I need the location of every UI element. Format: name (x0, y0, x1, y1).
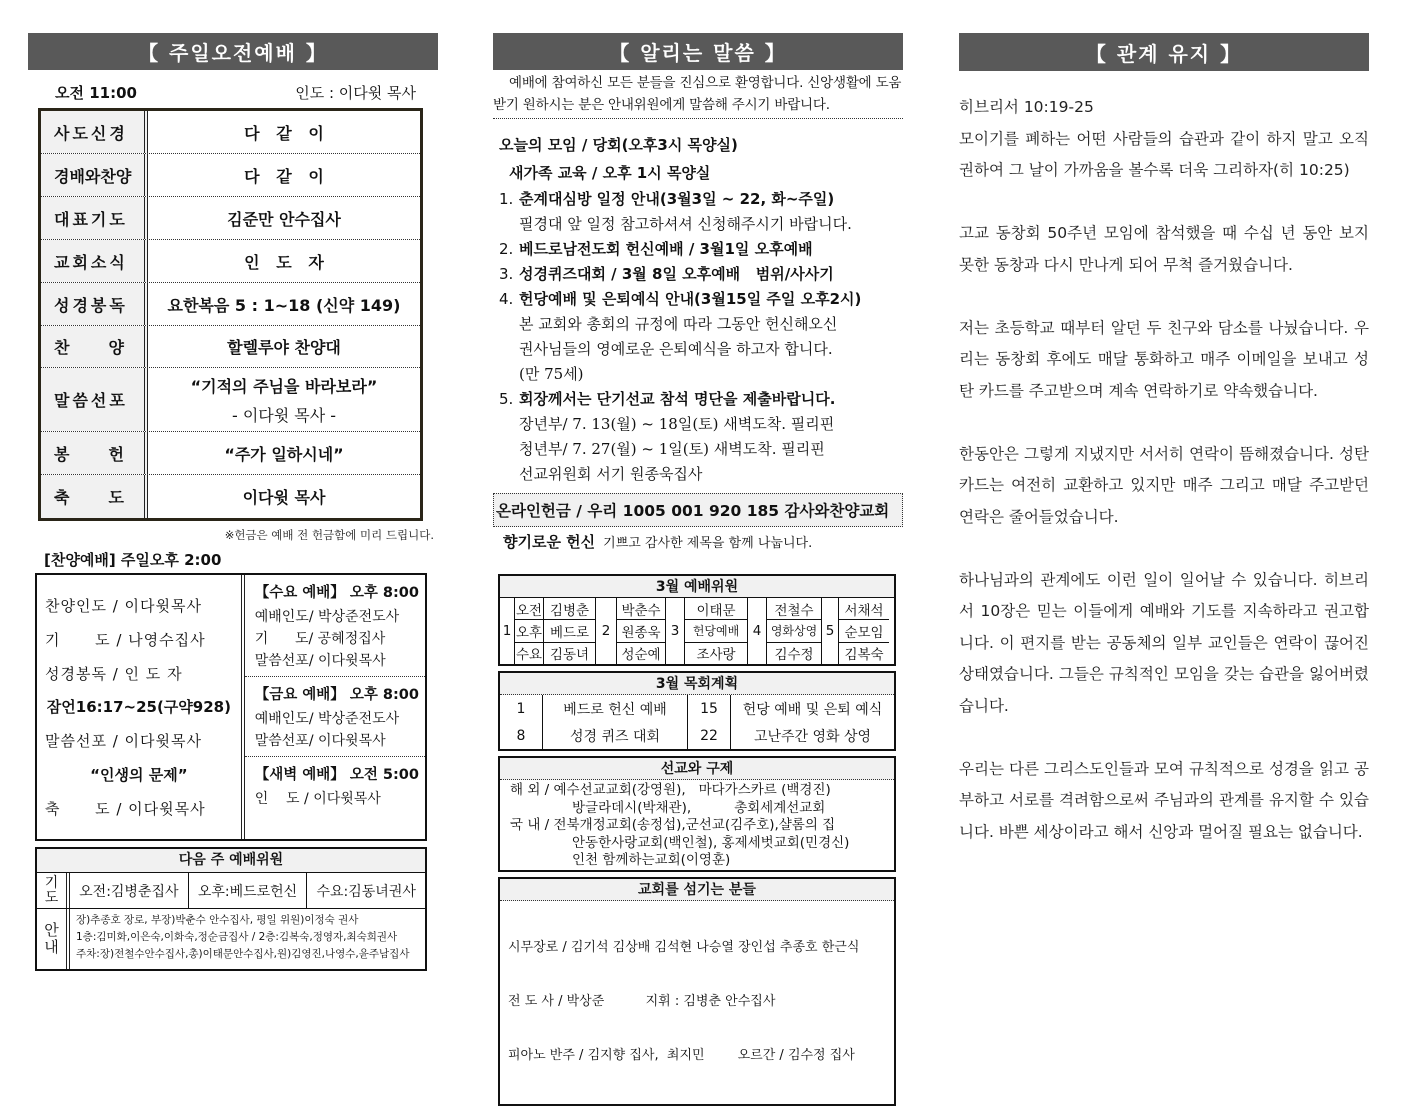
guide-line: 장)추종호 장로, 부장)박춘수 안수집사, 평일 위원)이정숙 권사 (76, 914, 359, 926)
worker-name: 원종욱 (616, 620, 666, 642)
mission-body (500, 780, 894, 870)
prayer-label (37, 873, 70, 908)
devotional-text (959, 71, 1369, 848)
item-title: 춘계대심방 일정 안내(3월3일 ~ 22, 화~주일) (519, 190, 835, 208)
plan-event: 헌당 예배 및 은퇴 예식 (742, 701, 883, 718)
worker-name: 조사랑 (684, 643, 748, 664)
offering-text: 기쁘고 감사한 제목을 함께 나눕니다. (603, 536, 813, 551)
march-workers-table (498, 574, 896, 666)
order-label: 경배와찬양 (41, 154, 148, 196)
item-detail: 선교위원회 서기 원종욱집사 (519, 465, 703, 483)
weekday-line: 인 도 / 이다윗목사 (254, 791, 381, 807)
guide-row (37, 909, 425, 969)
sermon-preacher: - 이다윗 목사 - (231, 405, 337, 425)
friday-service (245, 677, 425, 757)
prayer-wednesday: 수요:김동녀권사 (316, 883, 416, 900)
announcement-item (499, 387, 903, 412)
afternoon-weekday-services (35, 573, 427, 841)
plan-event: 고난주간 영화 상영 (753, 728, 872, 745)
scripture-reference: 히브리서 10:19-25 (959, 98, 1094, 116)
plan-row (500, 695, 894, 722)
week-number: 2 (601, 623, 611, 639)
servers-line: 피아노 반주 / 김지향 집사, 최지민 오르간 / 김수정 집사 (508, 1047, 855, 1063)
welcome-text: 예배에 참여하신 모든 분들을 진심으로 환영합니다. 신앙생활에 도움받기 원하시는 분은 안내위원에게 말씀해 주시기 바랍니다. (493, 70, 903, 119)
next-week-title: 다음 주 예배위원 (37, 849, 425, 873)
order-value-text: 이다윗 목사 (242, 488, 326, 507)
praise-line: 말씀선포 / 이다윗목사 (45, 732, 203, 751)
service-label: 오전 (514, 598, 544, 620)
church-servers-box (498, 877, 896, 1106)
order-value (148, 197, 420, 239)
guide-line: 주차:장)전철수안수집사,총)이태문안수집사,원)김영진,나영수,윤주남집사 (76, 948, 410, 960)
item-detail: 장년부/ 7. 13(월) ~ 18일(토) 새벽도착. 필리핀 (519, 415, 835, 433)
plan-date: 1 (500, 695, 543, 722)
weekday-header: 【새벽 예배】 오전 5:00 (254, 767, 419, 783)
mission-relief-box (498, 756, 896, 872)
label-char: 안 (44, 921, 59, 939)
morning-service-banner: 【 주일오전예배 】 (28, 33, 438, 70)
march-workers-grid (500, 598, 894, 664)
item-number: 1. (499, 190, 514, 208)
item-detail: 본 교회와 총회의 규정에 따라 그동안 헌신해오신 (519, 315, 838, 333)
week-number: 3 (670, 623, 680, 639)
worker-name: 전철수 (766, 598, 822, 620)
weekday-services (245, 575, 425, 839)
online-offering-account: 온라인헌금 / 우리 1005 001 920 185 감사와찬양교회 (493, 493, 903, 527)
praise-line: 찬양인도 / 이다윗목사 (45, 597, 203, 616)
order-value-text: “주가 일하시네” (224, 444, 344, 464)
worker-name: 김병춘 (544, 598, 596, 620)
mission-title: 선교와 구제 (500, 758, 894, 780)
worker-name: 이태문 (684, 598, 748, 620)
servers-title: 교회를 섬기는 분들 (500, 879, 894, 901)
weekday-line: 말씀선포/ 이다윗목사 (254, 733, 386, 749)
weekday-header: 【금요 예배】 오후 8:00 (254, 687, 419, 703)
order-label: 교회소식 (41, 240, 148, 282)
order-label: 봉 헌 (41, 432, 148, 474)
order-value (148, 368, 420, 431)
offering-title: 향기로운 헌신 (503, 533, 596, 551)
offering-note: ※헌금은 예배 전 헌금함에 미리 드립니다. (224, 528, 434, 542)
item-number: 4. (499, 290, 514, 308)
order-value-text: 다 같 이 (244, 123, 324, 143)
worker-name: 김복숙 (838, 643, 889, 664)
weekday-line: 예배인도/ 박상준전도사 (254, 609, 400, 625)
order-label: 찬 양 (41, 326, 148, 367)
march-plan-title: 3월 목회계획 (500, 673, 894, 695)
dawn-service (245, 757, 425, 839)
service-leader: 인도 : 이다윗 목사 (295, 84, 416, 102)
order-value (148, 154, 420, 196)
servers-body (500, 901, 894, 1104)
worker-name: 박춘수 (616, 598, 666, 620)
weekday-line: 말씀선포/ 이다윗목사 (254, 653, 386, 669)
item-detail: (만 75세) (519, 365, 584, 383)
praise-line: 기 도 / 나영수집사 (45, 631, 206, 650)
wednesday-service (245, 575, 425, 677)
item-number: 2. (499, 240, 514, 258)
order-row (41, 240, 420, 283)
order-label: 말씀선포 (41, 368, 148, 431)
order-label: 축 도 (41, 475, 148, 518)
label-char: 도 (44, 889, 59, 906)
order-value (148, 475, 420, 518)
weekday-line: 예배인도/ 박상준전도사 (254, 711, 400, 727)
worker-name: 헌당예배 (684, 620, 748, 642)
order-label: 대표기도 (41, 197, 148, 239)
next-week-workers-table (35, 847, 427, 971)
order-row (41, 283, 420, 326)
item-title: 베드로남전도회 헌신예배 / 3월1일 오후예배 (519, 240, 813, 258)
order-row (41, 197, 420, 240)
order-value (148, 283, 420, 325)
order-value-text: 요한복음 5 : 1~18 (신약 149) (167, 295, 401, 315)
item-number: 5. (499, 390, 514, 408)
essay-paragraph: 하나님과의 관계에도 이런 일이 일어날 수 있습니다. 히브리서 10장은 믿는 이들에게 예배와 기도를 지속하라고 권고합니다. 이 편지를 받는 공동체의 일부 교인들은 연락이 끊어진 상태였습니다. 그들은 규칙적인 모임을 갖는 습관을 잃어버렸습니다. (959, 570, 1369, 715)
essay-paragraph: 고교 동창회 50주년 모임에 참석했을 때 수십 년 동안 보지 못한 동창과 다시 만나게 되어 무척 즐거웠습니다. (959, 224, 1369, 274)
mission-overseas: 방글라데시(박채관), 총회세계선교회 (572, 799, 826, 816)
announcement-item (499, 237, 903, 262)
today-meeting: 오늘의 모임 / 당회(오후3시 목양실) (499, 136, 738, 154)
servers-line: 전 도 사 / 박상준 지휘 : 김병춘 안수집사 (508, 993, 776, 1009)
service-label: 수요 (514, 643, 544, 664)
worker-name: 서채석 (838, 598, 889, 620)
praise-line: 축 도 / 이다윗목사 (45, 799, 206, 818)
announcement-list (493, 119, 903, 487)
announcement-item (499, 187, 903, 212)
label-char: 내 (44, 938, 59, 956)
announcements-banner: 【 알리는 말씀 】 (493, 33, 903, 70)
offering-line (493, 527, 903, 552)
week-number: 5 (825, 623, 835, 639)
worker-name: 김수정 (766, 643, 822, 664)
weekday-header: 【수요 예배】 오후 8:00 (254, 585, 419, 601)
order-value (148, 432, 420, 474)
announcement-item (499, 262, 903, 287)
march-plan-table (498, 671, 896, 751)
praise-sermon-title: “인생의 문제” (90, 765, 188, 784)
guide-label (37, 909, 70, 969)
plan-event: 베드로 헌신 예배 (543, 695, 688, 722)
service-time: 오전 11:00 (55, 84, 137, 102)
praise-service-title: [찬양예배] 주일오후 2:00 (44, 551, 222, 569)
order-label: 성경봉독 (41, 283, 148, 325)
praise-line: 성경봉독 / 인 도 자 (45, 664, 183, 683)
item-title: 성경퀴즈대회 / 3월 8일 오후예배 범위/사사기 (519, 265, 834, 283)
prayer-row (37, 873, 425, 909)
announcements-column (493, 33, 903, 1106)
mission-domestic: 인천 함께하는교회(이영훈) (572, 852, 731, 868)
servers-line: 시무장로 / 김기석 김상배 김석현 나승열 장인섭 추종호 한근식 (508, 939, 860, 955)
order-value-text: 인 도 자 (244, 252, 324, 272)
morning-service-column (28, 33, 438, 971)
guide-lines (70, 909, 425, 969)
order-row (41, 154, 420, 197)
scripture-verse: 모이기를 폐하는 어떤 사람들의 습관과 같이 하지 말고 오직 권하여 그 날이 가까움을 볼수록 더욱 그리하자(히 10:25) (959, 129, 1369, 179)
worker-name: 성순예 (616, 643, 666, 664)
plan-date: 8 (500, 722, 543, 749)
announcement-item (499, 287, 903, 312)
order-row (41, 326, 420, 368)
order-row (41, 368, 420, 432)
praise-scripture: 잠언16:17~25(구약928) (46, 698, 231, 717)
essay-paragraph: 한동안은 그렇게 지냈지만 서서히 연락이 뜸해졌습니다. 성탄 카드는 여전히 교환하고 있지만 매주 그리고 매달 주고받던 연락은 줄어들었습니다. (959, 444, 1369, 526)
essay-paragraph: 저는 초등학교 때부터 알던 두 친구와 담소를 나눴습니다. 우리는 동창회 후에도 매달 통화하고 매주 이메일을 보내고 성탄 카드를 주고받으며 계속 연락하기로 약속했습니다. (959, 318, 1369, 400)
prayer-morning: 오전:김병춘집사 (70, 873, 189, 908)
sermon-title: “기적의 주님을 바라보라” (190, 376, 378, 396)
order-value (148, 326, 420, 367)
week-number: 1 (502, 623, 512, 639)
item-number: 3. (499, 265, 514, 283)
service-time-row (28, 70, 438, 108)
worker-name: 베드로 (544, 620, 596, 642)
order-value-text: 다 같 이 (244, 166, 324, 186)
new-family-education: 새가족 교육 / 오후 1시 목양실 (509, 164, 711, 182)
prayer-afternoon: 오후:베드로헌신 (189, 873, 308, 908)
week-number: 4 (752, 623, 762, 639)
devotional-column (959, 33, 1369, 880)
worker-name: 영화상영 (766, 620, 822, 642)
order-value (148, 240, 420, 282)
item-title: 헌당예배 및 은퇴예식 안내(3월15일 주일 오후2시) (519, 290, 862, 308)
item-detail: 권사님들의 영예로운 은퇴예식을 하고자 합니다. (519, 340, 833, 358)
order-value (148, 111, 420, 153)
plan-date: 15 (688, 695, 731, 722)
scripture-block (959, 92, 1369, 187)
guide-line: 1층:김미화,이은숙,이화숙,정순금집사 / 2층:김복숙,정영자,최숙희권사 (76, 931, 398, 943)
item-title: 회장께서는 단기선교 참석 명단을 제출바랍니다. (519, 390, 836, 408)
plan-date: 22 (688, 722, 731, 749)
worker-name: 순모임 (838, 620, 889, 642)
essay-paragraph: 우리는 다른 그리스도인들과 모여 규칙적으로 성경을 읽고 공부하고 서로를 격려함으로써 주님과의 관계를 유지할 수 있습니다. 바쁜 세상이라고 해서 신앙과 멀어질 필요는 없습니다. (959, 759, 1369, 841)
worker-name: 김동녀 (544, 643, 596, 664)
item-detail: 필경대 앞 일정 참고하셔셔 신청해주시기 바랍니다. (519, 215, 852, 233)
order-label: 사도신경 (41, 111, 148, 153)
item-detail: 청년부/ 7. 27(월) ~ 1일(토) 새벽도착. 필리핀 (519, 440, 825, 458)
order-row (41, 432, 420, 475)
order-value-text: 김준만 안수집사 (227, 209, 341, 229)
order-value-text: 할렐루야 찬양대 (227, 338, 341, 357)
devotional-banner: 【 관계 유지 】 (959, 33, 1369, 71)
order-row (41, 111, 420, 154)
service-label: 오후 (514, 620, 544, 642)
mission-domestic: 국 내 / 전북개정교회(송정섭),군선교(김주호),샬롬의 집 (510, 817, 836, 833)
mission-overseas: 해 외 / 예수선교교회(강영원), 마다가스카르 (백경진) (510, 782, 831, 798)
order-of-worship-table (38, 108, 423, 521)
label-char: 기 (44, 874, 59, 891)
march-workers-title: 3월 예배위원 (500, 576, 894, 598)
weekday-line: 기 도/ 공혜정집사 (254, 631, 386, 647)
order-row (41, 475, 420, 518)
mission-domestic: 안동한사랑교회(백인철), 홍제세벗교회(민경신) (572, 834, 850, 851)
praise-service-order (37, 575, 245, 839)
plan-row (500, 722, 894, 749)
plan-event: 성경 퀴즈 대회 (543, 722, 688, 749)
